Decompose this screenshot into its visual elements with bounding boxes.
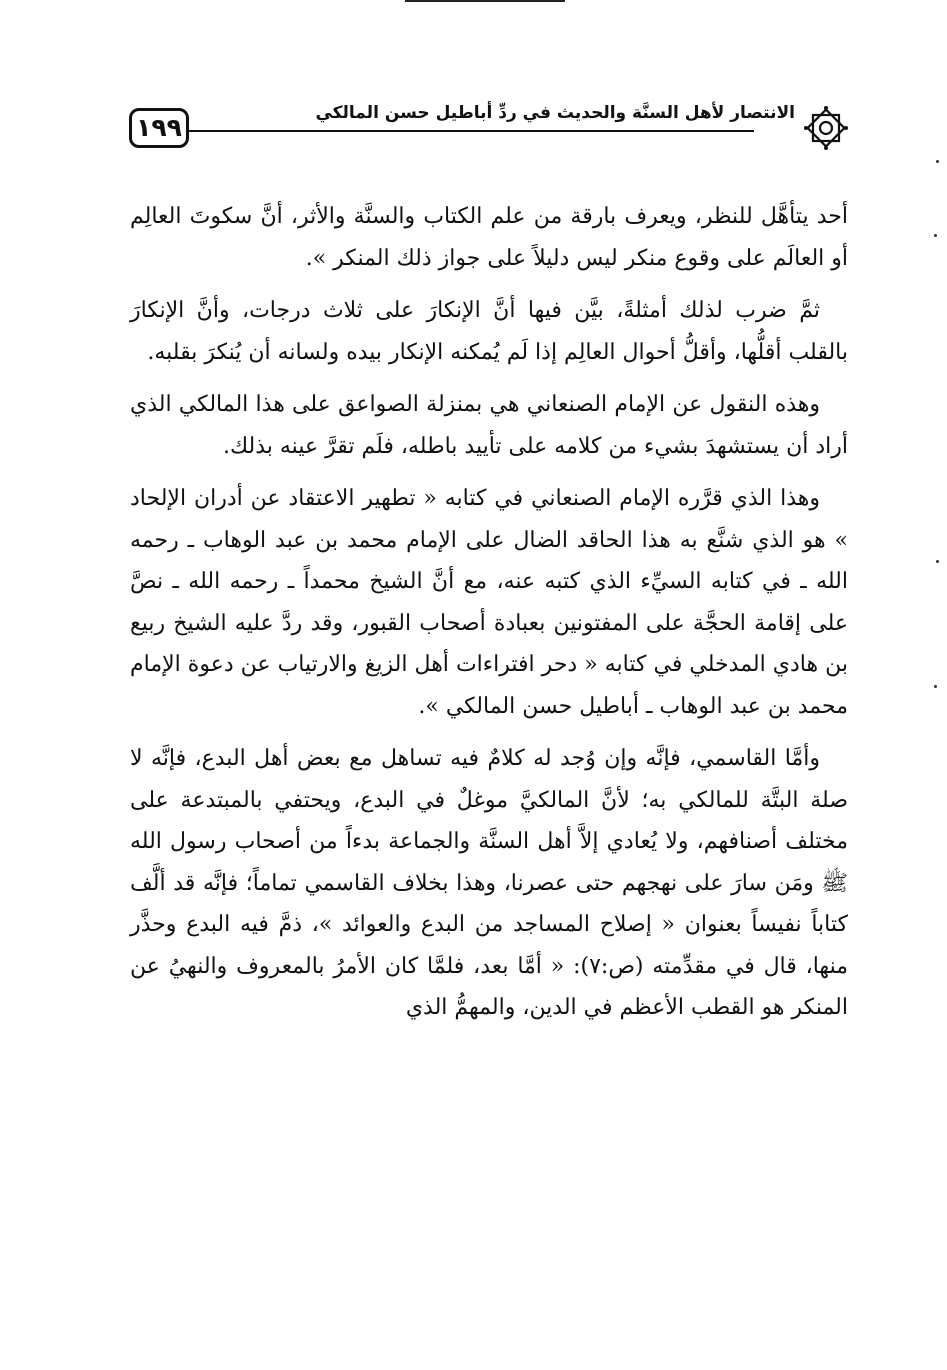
eight-point-star-ornament-icon bbox=[802, 104, 850, 152]
paragraph-5: وأمَّا القاسمي، فإنَّه وإن وُجد له كلامٌ فيه تساهل مع بعض أهل البدع، فإنَّه لا صلة البتَّة للمالكي به؛ لأنَّ المالكيَّ موغلٌ في البدع، ويحتفي بالمبتدعة على مختلف أصنافهم، ولا يُعادي إلاَّ أهل السنَّة والجماعة بدءاً من أصحاب رسول الله ﷺ ومَن سارَ على نهجهم حتى عصرنا، وهذا بخلاف القاسمي تماماً؛ فإنَّه قد ألَّف كتاباً نفيساً بعنوان « إصلاح المساجد من البدع والعوائد »، ذمَّ فيه البدع وحذَّر منها، قال في مقدِّمته (ص:٧): « أمَّا بعد، فلمَّا كان الأمرُ بالمعروف والنهيُ عن المنكر هو القطب الأعظم في الدين، والمهمُّ الذي bbox=[130, 746, 848, 1020]
page-number: ١٩٩ bbox=[129, 108, 189, 148]
paragraph-2: ثمَّ ضرب لذلك أمثلةً، بيَّن فيها أنَّ الإنكارَ على ثلاث درجات، وأنَّ الإنكارَ بالقلب أقلُّها، وأقلُّ أحوال العالِم إذا لَم يُمكنه الإنكار بيده ولسانه أن يُنكرَ بقلبه. bbox=[130, 298, 848, 365]
scan-speck bbox=[936, 160, 939, 163]
scan-speck bbox=[934, 685, 937, 688]
body-text bbox=[130, 196, 848, 1040]
header-rule bbox=[189, 130, 754, 132]
top-edge-rule bbox=[405, 0, 565, 2]
paragraph-1: أحد يتأهَّل للنظر، ويعرف بارقة من علم الكتاب والسنَّة والأثر، أنَّ سكوتَ العالِم أو العالَم على وقوع منكر ليس دليلاً على جواز ذلك المنكر ». bbox=[130, 204, 848, 271]
scan-speck bbox=[936, 560, 939, 563]
paragraph-3: وهذه النقول عن الإمام الصنعاني هي بمنزلة الصواعق على هذا المالكي الذي أراد أن يستشهدَ بشيء من كلامه على تأييد باطله، فلَم تقرَّ عينه بذلك. bbox=[130, 392, 848, 459]
running-title: الانتصار لأهل السنَّة والحديث في ردِّ أباطيل حسن المالكي bbox=[309, 100, 795, 126]
page-header bbox=[125, 100, 850, 168]
scan-speck bbox=[934, 234, 937, 237]
paragraph-4: وهذا الذي قرَّره الإمام الصنعاني في كتابه « تطهير الاعتقاد عن أدران الإلحاد » هو الذي شنَّع به هذا الحاقد الضال على الإمام محمد بن عبد الوهاب ـ رحمه الله ـ في كتابه السيِّء الذي كتبه عنه، مع أنَّ الشيخ محمداً ـ رحمه الله ـ نصَّ على إقامة الحجَّة على المفتونين بعبادة أصحاب القبور، وقد ردَّ عليه الشيخ ربيع بن هادي المدخلي في كتابه « دحر افتراءات أهل الزيغ والارتياب عن دعوة الإمام محمد بن عبد الوهاب ـ أباطيل حسن المالكي ». bbox=[130, 486, 848, 719]
